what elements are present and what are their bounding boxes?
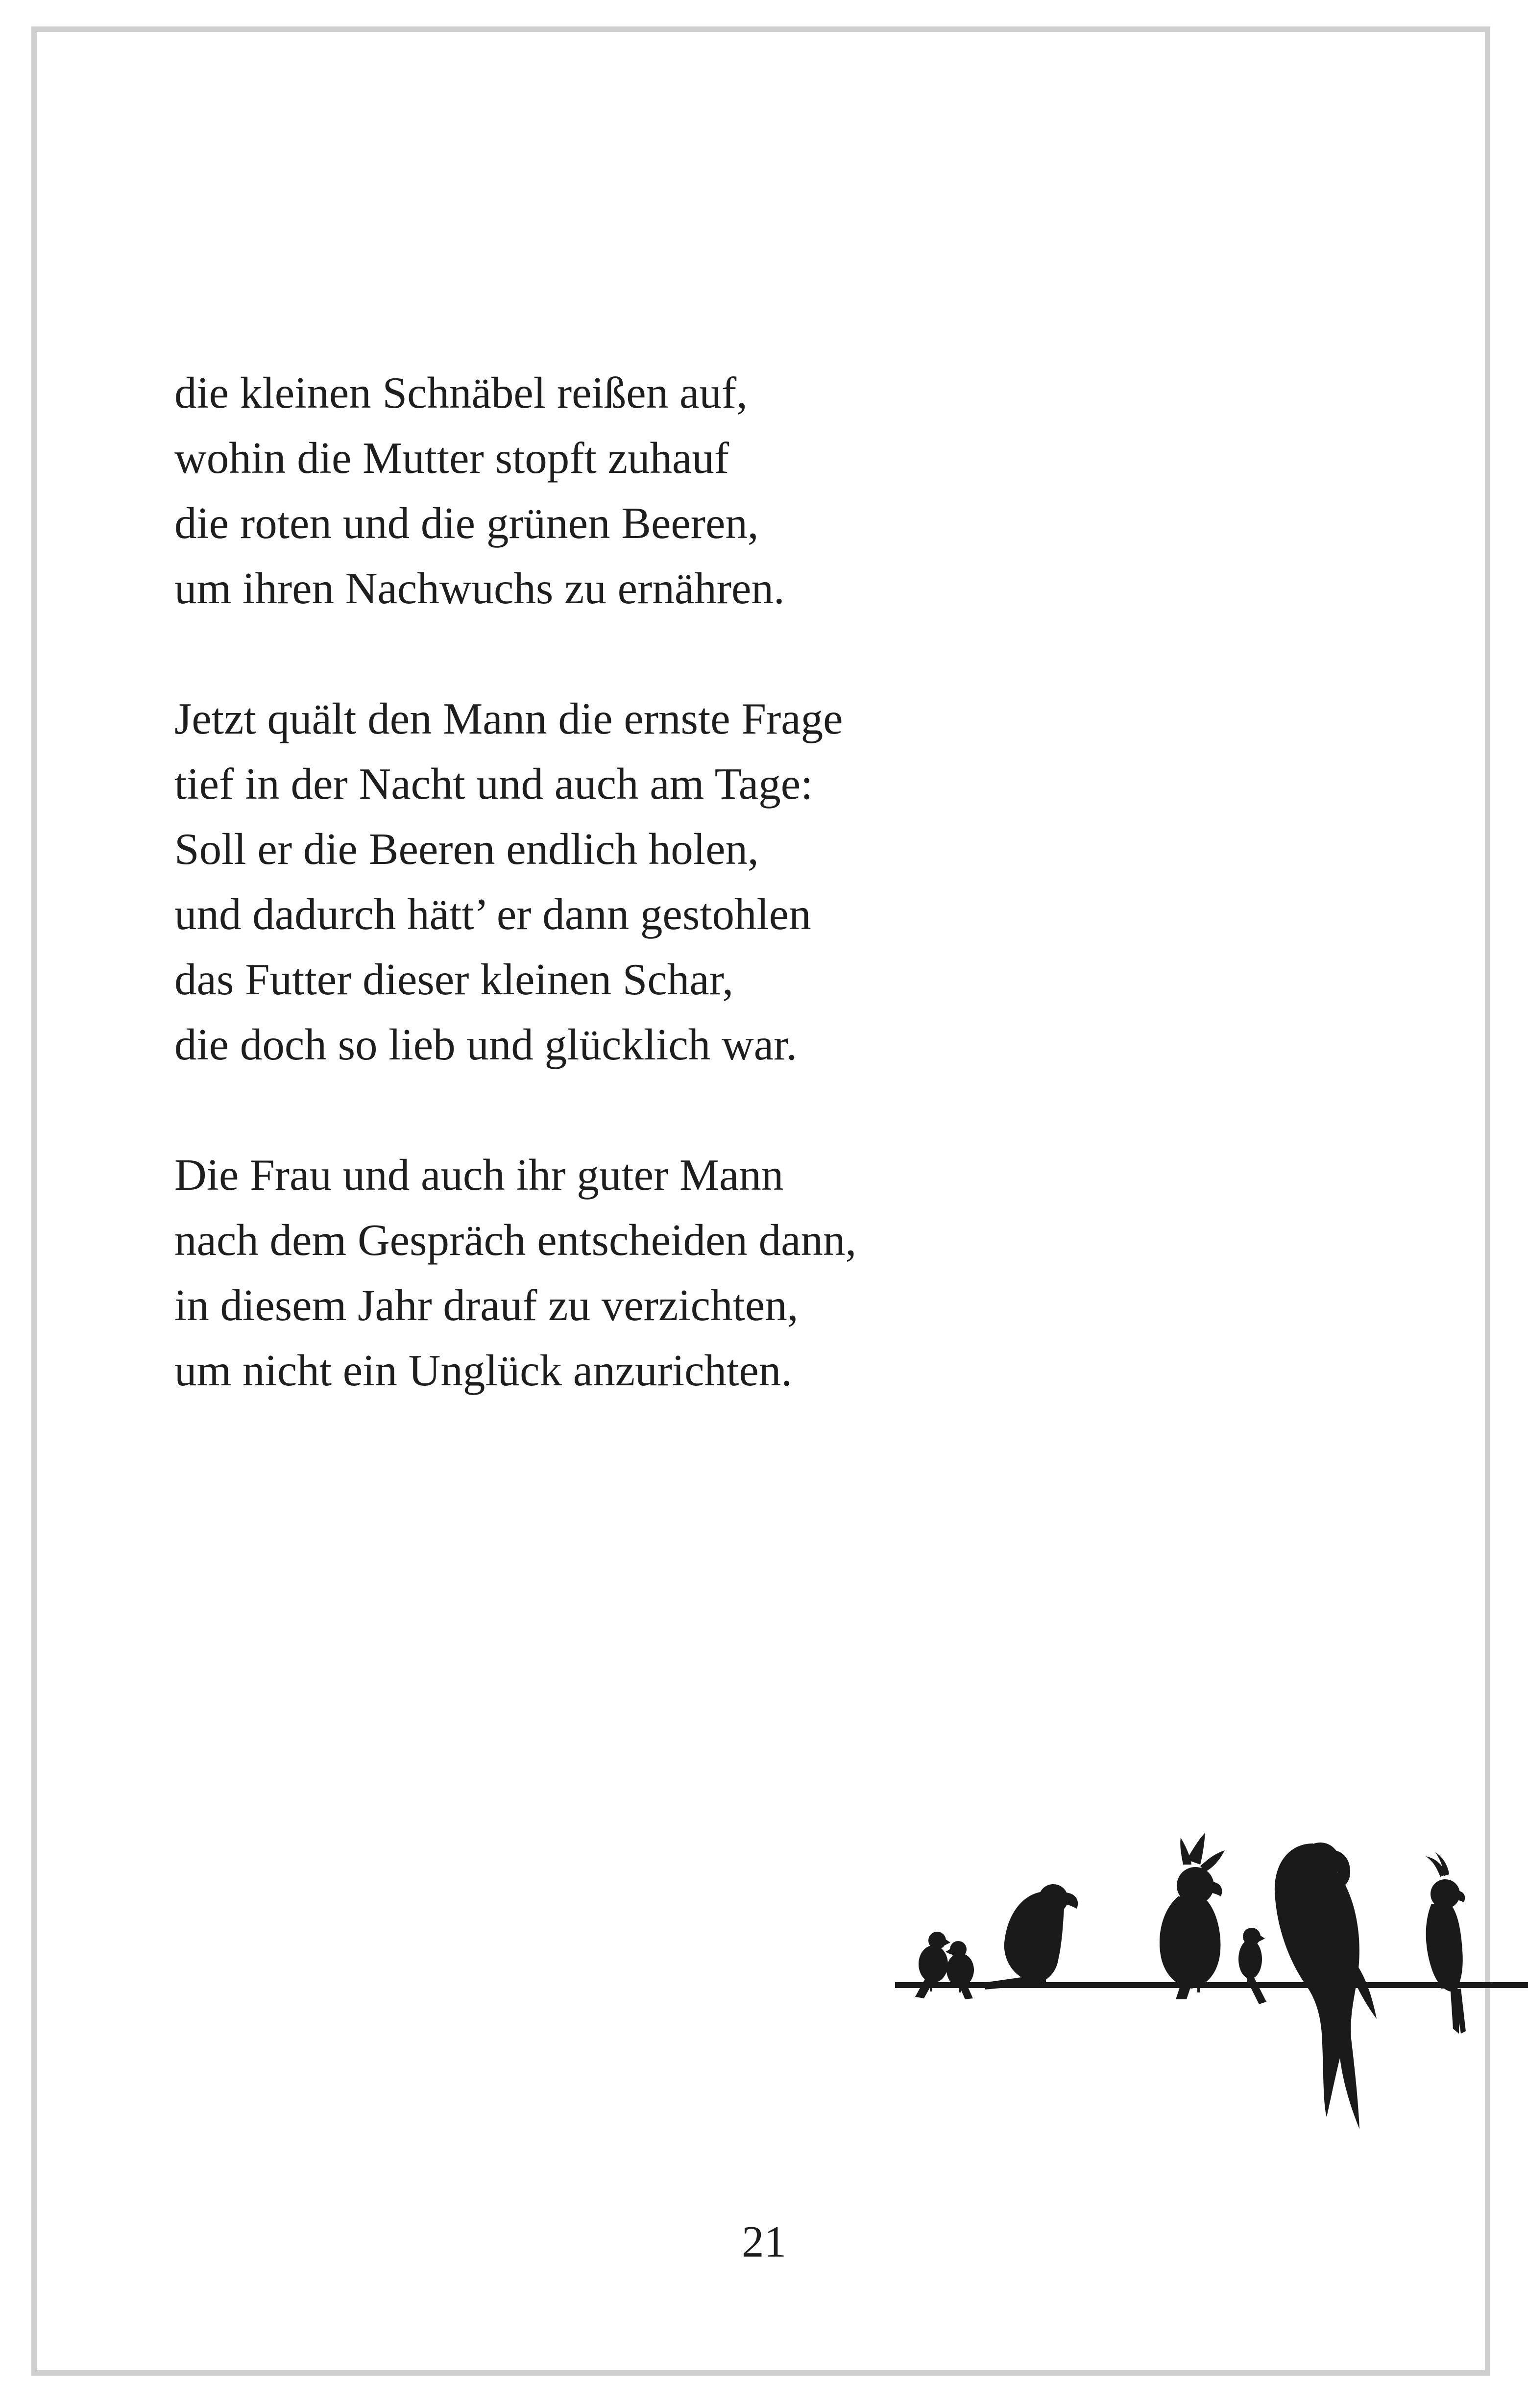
parakeet-icon xyxy=(1238,1928,1266,2004)
stanza-3 xyxy=(174,1142,1105,1403)
poem-line: Die Frau und auch ihr guter Mann xyxy=(174,1150,784,1200)
poem-line: die kleinen Schnäbel reißen auf, xyxy=(174,368,748,418)
lovebird-icon xyxy=(915,1932,950,1998)
page-number: 21 xyxy=(742,2217,786,2266)
poem-line: das Futter dieser kleinen Schar, xyxy=(174,955,734,1004)
parrot-icon xyxy=(985,1884,1078,1990)
poem-line: die roten und die grünen Beeren, xyxy=(174,498,759,548)
stanza-2 xyxy=(174,686,1105,1077)
poem-line: um ihren Nachwuchs zu ernähren. xyxy=(174,564,785,613)
cockatiel-icon xyxy=(1426,1852,1466,2034)
poem-line: tief in der Nacht und auch am Tage: xyxy=(174,759,813,809)
poem-line: in diesem Jahr drauf zu verzichten, xyxy=(174,1280,799,1330)
birds-on-wire-icon xyxy=(887,1803,1528,2195)
poem-line: Soll er die Beeren endlich holen, xyxy=(174,824,759,874)
poem-line: um nicht ein Unglück anzurichten. xyxy=(174,1346,792,1395)
lovebird-icon xyxy=(946,1941,974,1999)
poem xyxy=(174,360,1105,1468)
poem-line: die doch so lieb und glücklich war. xyxy=(174,1020,798,1069)
poem-line: wohin die Mutter stopft zuhauf xyxy=(174,433,729,483)
poem-line: Jetzt quält den Mann die ernste Frage xyxy=(174,694,843,743)
poem-line: nach dem Gespräch entscheiden dann, xyxy=(174,1215,857,1265)
stanza-1 xyxy=(174,360,1105,621)
cockatoo-icon xyxy=(1160,1833,1225,1999)
poem-line: und dadurch hätt’ er dann gestohlen xyxy=(174,889,811,939)
